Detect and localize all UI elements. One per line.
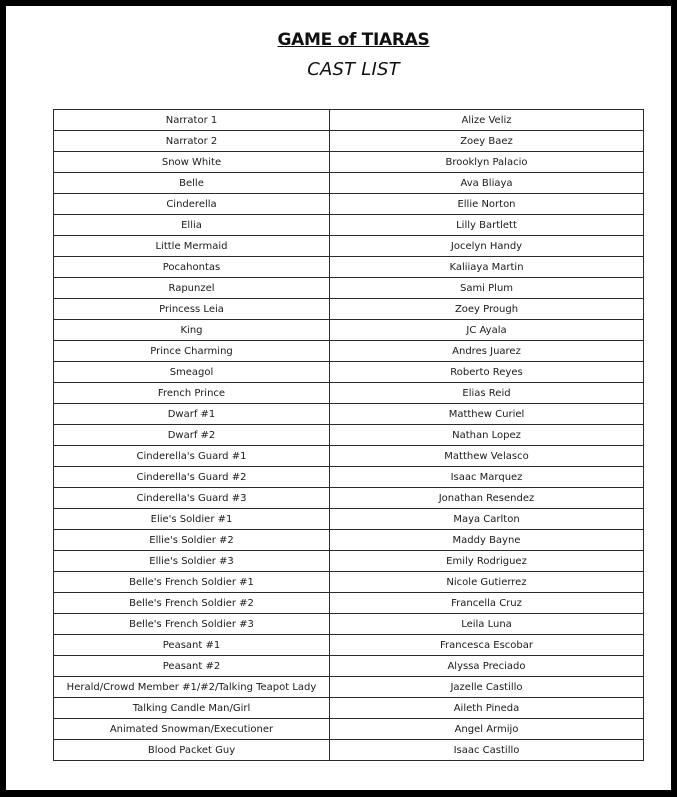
- role-cell: Cinderella: [54, 194, 330, 215]
- role-cell: Narrator 1: [54, 110, 330, 131]
- table-row: [54, 551, 644, 572]
- actor-cell: Leila Luna: [330, 614, 644, 635]
- table-row: [54, 593, 644, 614]
- table-row: [54, 740, 644, 761]
- table-row: [54, 362, 644, 383]
- role-cell: Ellia: [54, 215, 330, 236]
- actor-cell: Ellie Norton: [330, 194, 644, 215]
- table-row: [54, 530, 644, 551]
- table-row: [54, 572, 644, 593]
- table-row: [54, 320, 644, 341]
- role-cell: Peasant #2: [54, 656, 330, 677]
- actor-cell: Matthew Velasco: [330, 446, 644, 467]
- actor-cell: Jonathan Resendez: [330, 488, 644, 509]
- role-cell: Rapunzel: [54, 278, 330, 299]
- document-page: [6, 6, 671, 790]
- table-row: [54, 194, 644, 215]
- table-row: [54, 236, 644, 257]
- table-row: [54, 488, 644, 509]
- cast-table: [53, 109, 644, 761]
- table-row: [54, 425, 644, 446]
- actor-cell: Alize Veliz: [330, 110, 644, 131]
- table-row: [54, 467, 644, 488]
- actor-cell: Zoey Prough: [330, 299, 644, 320]
- role-cell: Pocahontas: [54, 257, 330, 278]
- role-cell: Narrator 2: [54, 131, 330, 152]
- actor-cell: JC Ayala: [330, 320, 644, 341]
- role-cell: Dwarf #2: [54, 425, 330, 446]
- actor-cell: Jocelyn Handy: [330, 236, 644, 257]
- actor-cell: Brooklyn Palacio: [330, 152, 644, 173]
- role-cell: Princess Leia: [54, 299, 330, 320]
- actor-cell: Elias Reid: [330, 383, 644, 404]
- table-row: [54, 131, 644, 152]
- actor-cell: Matthew Curiel: [330, 404, 644, 425]
- actor-cell: Maddy Bayne: [330, 530, 644, 551]
- page-title: GAME of TIARAS: [277, 30, 430, 50]
- actor-cell: Roberto Reyes: [330, 362, 644, 383]
- actor-cell: Ava Bliaya: [330, 173, 644, 194]
- role-cell: Blood Packet Guy: [54, 740, 330, 761]
- role-cell: King: [54, 320, 330, 341]
- actor-cell: Maya Carlton: [330, 509, 644, 530]
- actor-cell: Nathan Lopez: [330, 425, 644, 446]
- actor-cell: Francesca Escobar: [330, 635, 644, 656]
- actor-cell: Emily Rodriguez: [330, 551, 644, 572]
- table-row: [54, 719, 644, 740]
- table-row: [54, 383, 644, 404]
- role-cell: Cinderella's Guard #3: [54, 488, 330, 509]
- actor-cell: Andres Juarez: [330, 341, 644, 362]
- table-row: [54, 110, 644, 131]
- actor-cell: Alyssa Preciado: [330, 656, 644, 677]
- actor-cell: Kaliiaya Martin: [330, 257, 644, 278]
- page-subtitle: CAST LIST: [307, 59, 400, 80]
- role-cell: Snow White: [54, 152, 330, 173]
- role-cell: Talking Candle Man/Girl: [54, 698, 330, 719]
- cast-table-body: [54, 110, 644, 761]
- table-row: [54, 446, 644, 467]
- actor-cell: Zoey Baez: [330, 131, 644, 152]
- table-row: [54, 152, 644, 173]
- table-row: [54, 299, 644, 320]
- actor-cell: Sami Plum: [330, 278, 644, 299]
- role-cell: Belle: [54, 173, 330, 194]
- actor-cell: Aileth Pineda: [330, 698, 644, 719]
- actor-cell: Isaac Castillo: [330, 740, 644, 761]
- table-row: [54, 635, 644, 656]
- role-cell: Belle's French Soldier #2: [54, 593, 330, 614]
- actor-cell: Francella Cruz: [330, 593, 644, 614]
- role-cell: Herald/Crowd Member #1/#2/Talking Teapot Lady: [54, 677, 330, 698]
- table-row: [54, 656, 644, 677]
- actor-cell: Isaac Marquez: [330, 467, 644, 488]
- role-cell: French Prince: [54, 383, 330, 404]
- table-row: [54, 677, 644, 698]
- role-cell: Elie's Soldier #1: [54, 509, 330, 530]
- role-cell: Peasant #1: [54, 635, 330, 656]
- actor-cell: Nicole Gutierrez: [330, 572, 644, 593]
- role-cell: Cinderella's Guard #1: [54, 446, 330, 467]
- table-row: [54, 698, 644, 719]
- table-row: [54, 404, 644, 425]
- role-cell: Smeagol: [54, 362, 330, 383]
- role-cell: Belle's French Soldier #3: [54, 614, 330, 635]
- role-cell: Cinderella's Guard #2: [54, 467, 330, 488]
- actor-cell: Lilly Bartlett: [330, 215, 644, 236]
- role-cell: Dwarf #1: [54, 404, 330, 425]
- table-row: [54, 257, 644, 278]
- table-row: [54, 173, 644, 194]
- role-cell: Prince Charming: [54, 341, 330, 362]
- actor-cell: Jazelle Castillo: [330, 677, 644, 698]
- actor-cell: Angel Armijo: [330, 719, 644, 740]
- role-cell: Ellie's Soldier #3: [54, 551, 330, 572]
- table-row: [54, 215, 644, 236]
- table-row: [54, 278, 644, 299]
- role-cell: Belle's French Soldier #1: [54, 572, 330, 593]
- role-cell: Animated Snowman/Executioner: [54, 719, 330, 740]
- table-row: [54, 509, 644, 530]
- table-row: [54, 614, 644, 635]
- role-cell: Ellie's Soldier #2: [54, 530, 330, 551]
- role-cell: Little Mermaid: [54, 236, 330, 257]
- table-row: [54, 341, 644, 362]
